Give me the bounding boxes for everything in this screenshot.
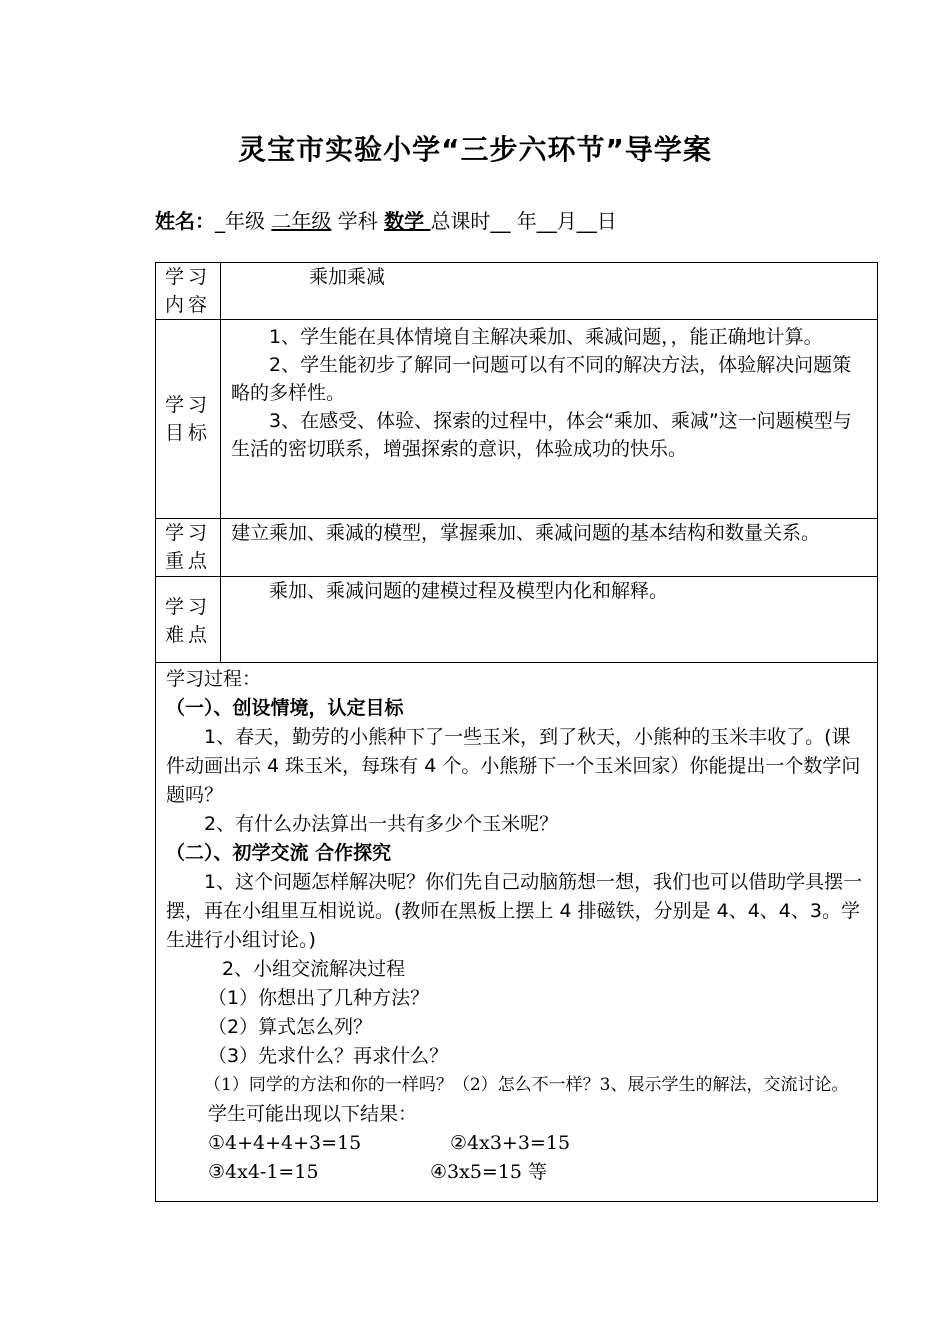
name-blank: _ — [215, 209, 225, 233]
content-value: 乘加乘减 — [221, 263, 878, 320]
process-heading: 学习过程： — [166, 668, 262, 690]
goal-item: 2、学生能初步了解同一问题可以有不同的解决方法，体验解决问题策略的多样性。 — [231, 354, 852, 404]
goals-row — [156, 320, 878, 519]
goal-item: 1、学生能在具体情境自主解决乘加、乘减问题，，能正确地计算。 — [269, 326, 823, 348]
difficult-row — [156, 577, 878, 663]
result-item: ④3x5=15 等 — [430, 1161, 548, 1183]
lesson-info-table — [155, 262, 878, 663]
month-label: 月 — [556, 209, 577, 233]
subject-label: 学科 — [337, 209, 378, 233]
result-item: ①4+4+4+3=15 — [208, 1132, 362, 1154]
question-item: （1）你想出了几种方法？ — [208, 987, 430, 1009]
grade-value: 二年级 — [271, 209, 332, 233]
section-1-paragraph: 2、有什么办法算出一共有多少个玉米呢？ — [204, 813, 559, 835]
difficult-value: 乘加、乘减问题的建模过程及模型内化和解释。 — [269, 580, 669, 602]
key-row — [156, 519, 878, 577]
question-item: （3）先求什么？再求什么？ — [208, 1045, 449, 1067]
goal-item: 3、在感受、体验、探索的过程中，体会“乘加、乘减”这一问题模型与生活的密切联系，增强探索的意识，体验成功的快乐。 — [231, 410, 852, 460]
result-item: ②4x3+3=15 — [450, 1132, 571, 1154]
content-row — [156, 263, 878, 320]
results-line — [166, 1158, 869, 1187]
difficult-label: 学习难点 — [156, 577, 221, 663]
key-value: 建立乘加、乘减的模型，掌握乘加、乘减问题的基本结构和数量关系。 — [221, 519, 878, 577]
day-label: 日 — [596, 209, 617, 233]
subject-value: 数学 — [384, 209, 425, 233]
key-label: 学习重点 — [156, 519, 221, 577]
name-label: 姓名： — [155, 209, 215, 233]
section-2-title: （二）、初学交流 合作探究 — [166, 842, 392, 864]
results-line — [166, 1129, 869, 1158]
goals-content — [221, 320, 878, 519]
year-label: 年 — [516, 209, 537, 233]
section-1-title: （一）、创设情境，认定目标 — [166, 697, 404, 719]
section-1-paragraph: 1、春天，勤劳的小熊种下了一些玉米，到了秋天，小熊种的玉米丰收了。(课件动画出示 4 珠玉米，每珠有 4 个。小熊掰下一个玉米回家）你能提出一个数学问题吗？ — [166, 726, 861, 806]
goals-label: 学习目标 — [156, 320, 221, 519]
results-intro: 学生可能出现以下结果： — [208, 1103, 418, 1125]
student-info-line: 姓名：_年级 二年级 学科 数学 总课时__ 年__月__日 — [155, 209, 617, 233]
question-item: （1）同学的方法和你的一样吗？（2）怎么不一样？3、展示学生的解法，交流讨论。 — [204, 1075, 849, 1095]
learning-process-section — [155, 663, 878, 1202]
result-item: ③4x4-1=15 — [208, 1161, 319, 1183]
content-label: 学习内容 — [156, 263, 221, 320]
hours-blank: __ — [490, 209, 511, 233]
page-title: 灵宝市实验小学“三步六环节”导学案 — [238, 133, 712, 166]
hours-label: 总课时 — [430, 209, 491, 233]
section-2-paragraph: 1、这个问题怎样解决呢？你们先自己动脑筋想一想，我们也可以借助学具摆一摆，再在小组里互相说说。(教师在黑板上摆上 4 排磁铁，分别是 4、4、4、3。学生进行小组讨论。) — [166, 871, 863, 951]
section-2-paragraph: 2、小组交流解决过程 — [222, 958, 406, 980]
grade-label: 年级 — [225, 209, 265, 233]
question-item: （2）算式怎么列？ — [208, 1016, 373, 1038]
